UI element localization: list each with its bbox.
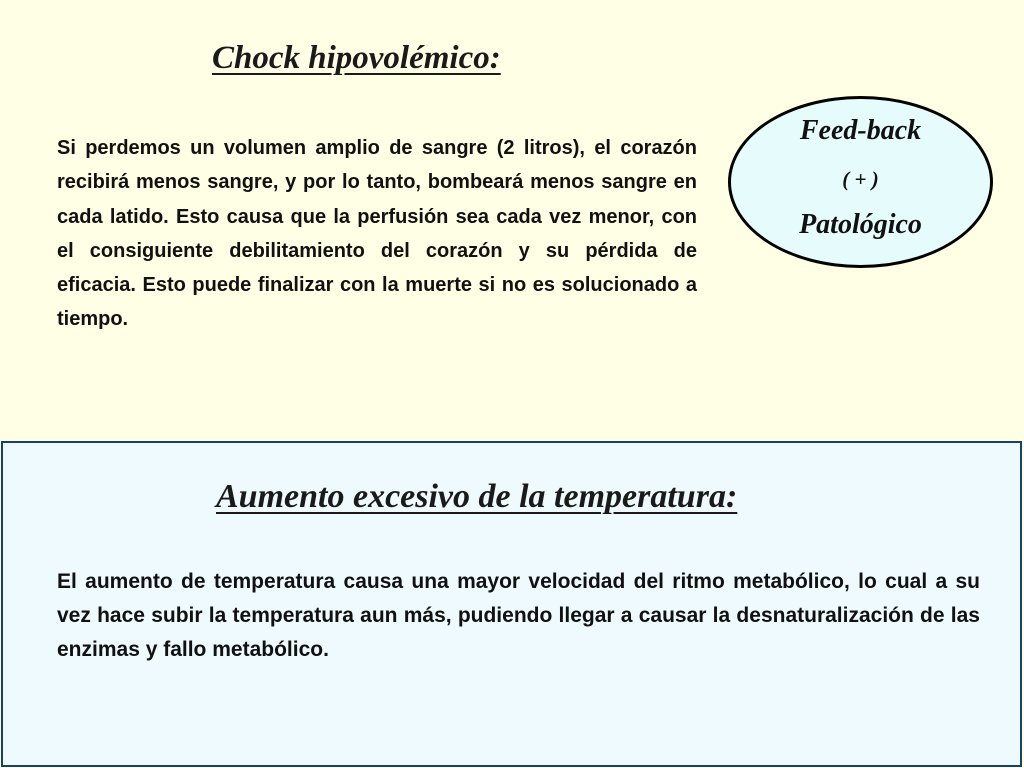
section-body-aumento-temperatura: El aumento de temperatura causa una mayor velocidad del ritmo metabólico, lo cual a su vez hace subir la temperatura aun más, pudiendo llegar a causar la desnaturalización de las enzimas y fallo metabólico. [57, 570, 980, 661]
section-body-chock-hipovolemico: Si perdemos un volumen amplio de sangre (2 litros), el corazón recibirá menos sangre, y por lo tanto, bombeará menos sangre en cada latido. Esto causa que la perfusión sea cada vez menor, con el consiguiente debilitamiento del corazón y su pérdida de eficacia. Esto puede finalizar con la muerte si no es solucionado a tiempo. [57, 137, 697, 331]
section-title-chock-hipovolemico: Chock hipovolémico: [212, 40, 501, 76]
oval-label-feedback: Feed-back [799, 115, 922, 146]
feedback-oval-label [728, 96, 993, 268]
oval-label-pathologic: Patológico [799, 209, 922, 240]
section-title-aumento-temperatura: Aumento excesivo de la temperatura: [216, 478, 738, 515]
oval-label-positive-sign: ( + ) [842, 167, 879, 191]
